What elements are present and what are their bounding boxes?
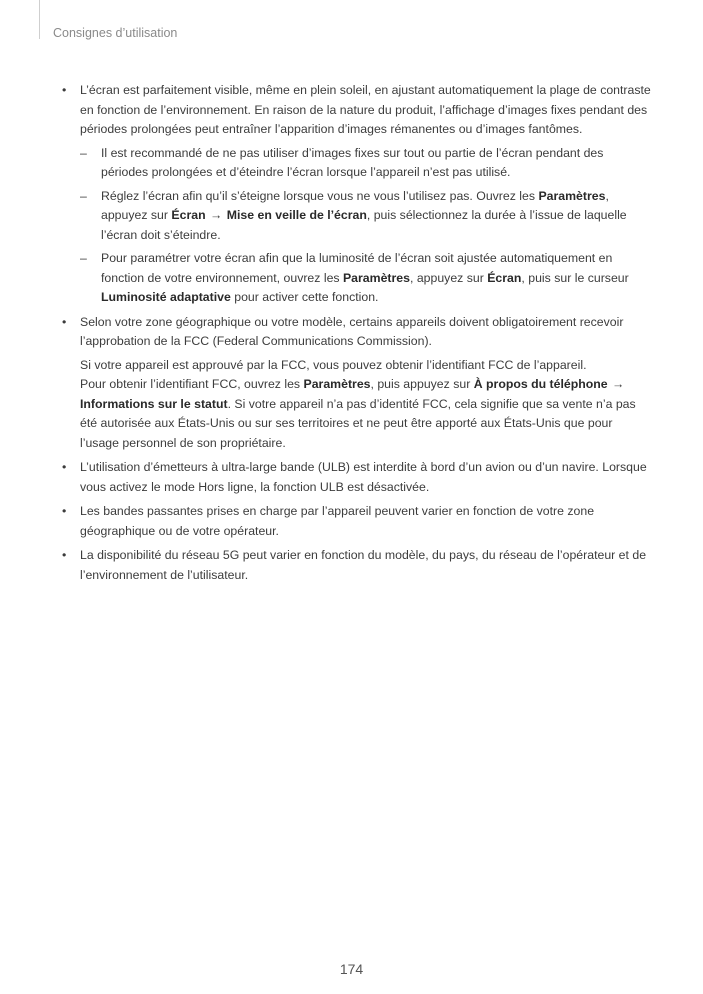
display-label: Écran — [487, 270, 522, 285]
sub-item-adaptive-brightness — [80, 249, 651, 308]
sub-item-screen-timeout — [80, 187, 651, 246]
fcc-paragraph — [80, 356, 651, 454]
settings-label: Paramètres — [303, 377, 371, 391]
page-content — [61, 81, 651, 590]
sub-item-text: pour activer cette fonction. — [230, 290, 379, 304]
page-number: 174 — [339, 961, 364, 977]
paragraph-line: Si votre appareil est approuvé par la FCC, vous pouvez obtenir l’identifiant FCC de l’appareil. — [80, 357, 587, 372]
section-title: Consignes d’utilisation — [53, 26, 178, 40]
settings-label: Paramètres — [342, 270, 410, 285]
paragraph-text: . Si votre appareil n’a pas d’identité FCC, cela signifie que sa vente n’a pas été autorisée aux États-Unis ou sur ses territoires et ne peut être apporté aux États-Unis que pour l’usage personnel de son propriétaire. — [80, 396, 636, 450]
bullet-text: L’écran est parfaitement visible, même en plein soleil, en ajustant automatiquement la plage de contraste en fonction de l’environnement. En raison de la nature du produit, l’affichage d’images fixes pendant des périodes prolongées peut entraîner l’apparition d’images rémanentes ou d’images fantômes. — [80, 83, 651, 136]
bullet-item-fcc — [61, 313, 651, 454]
arrow-icon: → — [612, 377, 625, 391]
sub-item-text: , appuyez sur — [101, 188, 609, 222]
bullet-item-bandwidths — [61, 502, 651, 541]
bullet-item-uwb — [61, 458, 651, 497]
display-label: Écran — [171, 208, 206, 222]
paragraph-text: , puis appuyez sur — [370, 377, 474, 391]
sub-item-text: Pour paramétrer votre écran afin que la luminosité de l’écran soit ajustée automatiquement en fonction de votre environnement, ouvrez les — [101, 251, 613, 285]
sub-item-text: , appuyez sur — [409, 270, 488, 285]
adaptive-brightness-label: Luminosité adaptative — [101, 290, 231, 304]
bullet-text: Selon votre zone géographique ou votre modèle, certains appareils doivent obligatoirement recevoir l’approbation de la FCC (Federal Communications Commission). — [80, 314, 624, 348]
about-phone-label: À propos du téléphone — [473, 377, 608, 391]
paragraph-text: Pour obtenir l’identifiant FCC, ouvrez les — [80, 377, 304, 391]
bullet-text: Les bandes passantes prises en charge par l’appareil peuvent varier en fonction de votre zone géographique ou de votre opérateur. — [80, 504, 595, 538]
header-divider-line — [39, 0, 40, 39]
screen-timeout-label: Mise en veille de l’écran — [226, 208, 367, 222]
sub-item-text: , puis sur le curseur — [521, 270, 629, 285]
bullet-item-5g — [61, 546, 651, 585]
bullet-item-screen-visibility — [61, 81, 651, 308]
sub-item-text: Il est recommandé de ne pas utiliser d’images fixes sur tout ou partie de l’écran pendant des périodes prolongées et d’éteindre l’écran lorsque l’appareil n’est pas utilisé. — [101, 145, 604, 179]
sub-item-text: Réglez l’écran afin qu’il s’éteigne lorsque vous ne vous l’utilisez pas. Ouvrez les — [101, 188, 539, 203]
bullet-text: La disponibilité du réseau 5G peut varier en fonction du modèle, du pays, du réseau de l’opérateur et de l’environnement de l’utilisateur. — [80, 548, 647, 582]
sub-item-fixed-images — [80, 144, 651, 183]
bullet-text: L’utilisation d’émetteurs à ultra-large bande (ULB) est interdite à bord d’un avion ou d’un navire. Lorsque vous activez le mode Hors ligne, la fonction ULB est désactivée. — [80, 460, 647, 494]
status-information-label: Informations sur le statut — [80, 396, 228, 411]
arrow-icon: → — [210, 208, 223, 222]
sub-item-text: , puis sélectionnez la durée à l’issue de laquelle l’écran doit s’éteindre. — [101, 208, 627, 242]
settings-label: Paramètres — [538, 188, 606, 203]
